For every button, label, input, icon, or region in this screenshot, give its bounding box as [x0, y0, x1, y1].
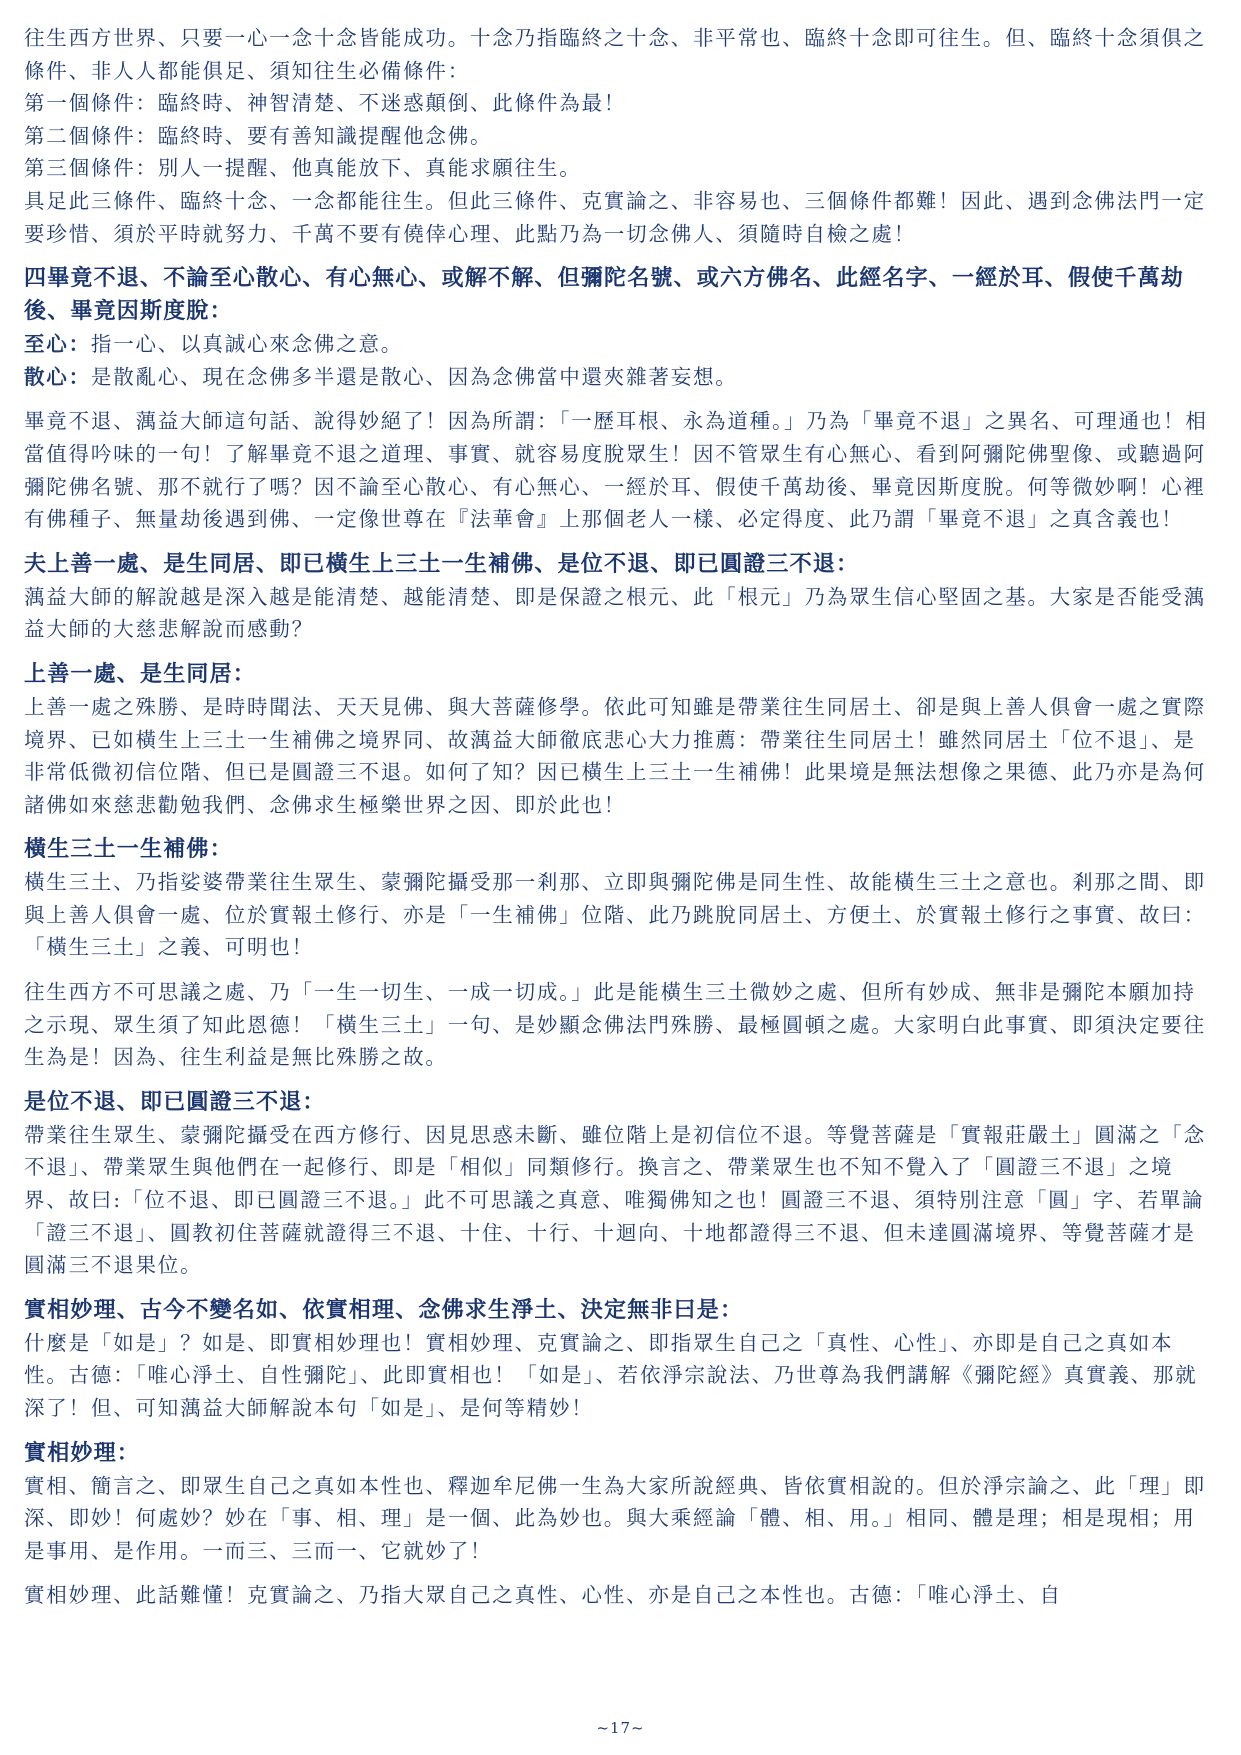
term-label: 散心：: [24, 364, 91, 389]
term-definition: 指一心、以真誠心來念佛之意。: [90, 332, 404, 357]
body-paragraph: 上善一處之殊勝、是時時聞法、天天見佛、與大菩薩修學。依此可知雖是帶業往生同居土、卻是與上善人俱會一處之實際境界、已如橫生上三土一生補佛之境界同、故蕅益大師徹底悲心大力推薦：帶業往生同居土！雖然同居土「位不退」、是非常低微初信位階、但已是圓證三不退。如何了知？因已橫生上三土一生補佛！此果境是無法想像之果德、此乃亦是為何諸佛如來慈悲勸勉我們、念佛求生極樂世界之因、即於此也！: [24, 694, 1206, 817]
term-label: 至心：: [24, 332, 91, 357]
body-paragraph: 往生西方不可思議之處、乃「一生一切生、一成一切成。」此是能橫生三土微妙之處、但所有妙成、無非是彌陀本願加持之示現、眾生須了知此恩德！「橫生三土」一句、是妙顯念佛法門殊勝、最極圓頓之處。大家明白此事實、即須決定要往生為是！因為、往生利益是無比殊勝之故。: [24, 980, 1206, 1070]
body-paragraph: 畢竟不退、蕅益大師這句話、說得妙絕了！因為所謂：「一歷耳根、永為道種。」乃為「畢竟不退」之異名、可理通也！相當值得吟味的一句！了解畢竟不退之道理、事實、就容易度脫眾生！因不管眾生有心無心、看到阿彌陀佛聖像、或聽過阿彌陀佛名號、那不就行了嗎？因不論至心散心、有心無心、一經於耳、假使千萬劫後、畢竟因斯度脫。何等微妙啊！心裡有佛種子、無量劫後遇到佛、一定像世尊在『法華會』上那個老人一樣、必定得度、此乃謂「畢竟不退」之真含義也！: [24, 409, 1208, 532]
page-number: ~17~: [596, 1719, 645, 1737]
section-heading-shixiang-rushi: 實相妙理、古今不變名如、依實相理、念佛求生淨土、決定無非曰是：: [24, 1296, 744, 1323]
page-content: [24, 22, 1216, 1612]
condition-two: 第二個條件：臨終時、要有善知識提醒他念佛。: [24, 123, 493, 148]
intro-paragraph: 往生西方世界、只要一心一念十念皆能成功。十念乃指臨終之十念、非平常也、臨終十念即可往生。但、臨終十念須俱之條件、非人人都能俱足、須知往生必備條件：: [24, 26, 1206, 83]
condition-one: 第一個條件：臨終時、神智清楚、不迷惑顛倒、此條件為最！: [24, 91, 627, 116]
body-paragraph: 帶業往生眾生、蒙彌陀攝受在西方修行、因見思惑未斷、雖位階上是初信位不退。等覺菩薩是「實報莊嚴土」圓滿之「念不退」、帶業眾生與他們在一起修行、即是「相似」同類修行。換言之、帶業眾生也不知不覺入了「圓證三不退」之境界、故曰:「位不退、即已圓證三不退。」此不可思議之真意、唯獨佛知之也！圓證三不退、須特別注意「圓」字、若單論「證三不退」、圓教初住菩薩就證得三不退、十住、十行、十迴向、十地都證得三不退、但未達圓滿境界、等覺菩薩才是圓滿三不退果位。: [24, 1122, 1206, 1278]
condition-three: 第三個條件：別人一提醒、他真能放下、真能求願往生。: [24, 156, 582, 181]
body-paragraph: 什麼是「如是」？如是、即實相妙理也！實相妙理、克實論之、即指眾生自己之「真性、心性」、亦即是自己之真如本性。古德：「唯心淨土、自性彌陀」、此即實相也！「如是」、若依淨宗說法、乃世尊為我們講解《彌陀經》真實義、那就深了！但、可知蕅益大師解說本句「如是」、是何等精妙！: [24, 1330, 1198, 1420]
body-paragraph: 實相妙理、此話難懂！克實論之、乃指大眾自己之真性、心性、亦是自己之本性也。古德：「唯心淨土、自: [24, 1583, 1062, 1608]
body-paragraph: 橫生三土、乃指娑婆帶業往生眾生、蒙彌陀攝受那一剎那、立即與彌陀佛是同生性、故能橫生三土之意也。剎那之間、即與上善人俱會一處、位於實報土修行、亦是「一生補佛」位階、此乃跳脫同居土、方便土、於實報土修行之事實、故曰：「橫生三土」之義、可明也！: [24, 870, 1206, 960]
intro-conclusion: 具足此三條件、臨終十念、一念都能往生。但此三條件、克實論之、非容易也、三個條件都難！因此、遇到念佛法門一定要珍惜、須於平時就努力、千萬不要有僥倖心理、此點乃為一切念佛人、須隨時自檢之處！: [24, 188, 1206, 246]
intro-section: [24, 22, 1216, 250]
term-zhixin: [24, 328, 1216, 361]
body-paragraph: 實相、簡言之、即眾生自己之真如本性也、釋迦牟尼佛一生為大家所說經典、皆依實相說的。但於淨宗論之、此「理」即深、即妙！何處妙？妙在「事、相、理」是一個、此為妙也。與大乘經論「體、相、用。」相同、體是理；相是現相；用是事用、是作用。一而三、三而一、它就妙了！: [24, 1473, 1206, 1563]
term-sanxin: [24, 361, 1216, 394]
section-heading-shixiang-miaoli: 實相妙理：: [24, 1439, 141, 1466]
section-heading-bijing-butui: 四畢竟不退、不論至心散心、有心無心、或解不解、但彌陀名號、或六方佛名、此經名字、一經於耳、假使千萬劫後、畢竟因斯度脫：: [24, 265, 1185, 325]
term-definition: 是散亂心、現在念佛多半還是散心、因為念佛當中還夾雜著妄想。: [90, 364, 738, 389]
body-paragraph: 蕅益大師的解說越是深入越是能清楚、越能清楚、即是保證之根元、此「根元」乃為眾生信心堅固之基。大家是否能受蕅益大師的大慈悲解說而感動？: [24, 584, 1206, 642]
section-heading-wei-butui: 是位不退、即已圓證三不退：: [24, 1088, 326, 1115]
section-heading-hengsheng-santu: 橫生三土一生補佛：: [24, 836, 233, 863]
section-heading-tongju: 上善一處、是生同居：: [24, 660, 257, 687]
section-heading-shangshan-yichu: 夫上善一處、是生同居、即已橫生上三土一生補佛、是位不退、即已圓證三不退：: [24, 550, 860, 577]
